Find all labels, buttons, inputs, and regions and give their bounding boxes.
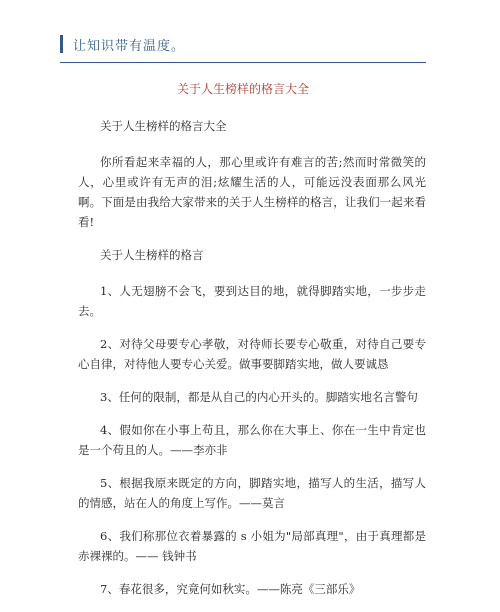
header-accent-bar (60, 35, 63, 53)
list-heading: 关于人生榜样的格言 (100, 248, 204, 262)
document-body (78, 116, 426, 612)
header-divider (60, 62, 426, 63)
site-slogan: 让知识带有温度。 (73, 38, 186, 54)
quote-item-4: 4、假如你在小事上苟且，那么你在大事上、你在一生中肯定也是一个苟且的人。——李亦非 (78, 423, 426, 457)
document-title: 关于人生榜样的格言大全 (176, 82, 309, 96)
section-heading: 关于人生榜样的格言大全 (100, 119, 227, 133)
quote-item-5: 5、根据我原来既定的方向，脚踏实地，描写人的生活，描写人的情感，站在人的角度上写作。——莫言 (78, 476, 426, 510)
quote-item-3: 3、任何的限制，都是从自己的内心开头的。脚踏实地名言警句 (100, 390, 418, 404)
quote-item-2: 2、对待父母要专心孝敬，对待师长要专心敬重，对待自己要专心自律，对待他人要专心关爱。做事要脚踏实地，做人要诚恳 (78, 337, 426, 371)
quote-item-1: 1、人无翅膀不会飞，要到达目的地，就得脚踏实地，一步步走去。 (78, 284, 426, 318)
site-header (60, 32, 185, 56)
quote-item-7: 7、春花很多，究竟何如秋实。——陈亮《三部乐》 (100, 582, 361, 596)
intro-paragraph: 你所看起来幸福的人，那心里或许有难言的苦;然而时常微笑的人，心里或许有无声的泪;炫耀生活的人，可能远没表面那么风光啊。下面是由我给大家带来的关于人生榜样的格言，让我们一起来看看! (78, 155, 426, 229)
quote-item-6: 6、我们称那位衣着暴露的 s 小姐为"局部真理"，由于真理都是赤裸裸的。—— 钱钟书 (78, 529, 426, 563)
